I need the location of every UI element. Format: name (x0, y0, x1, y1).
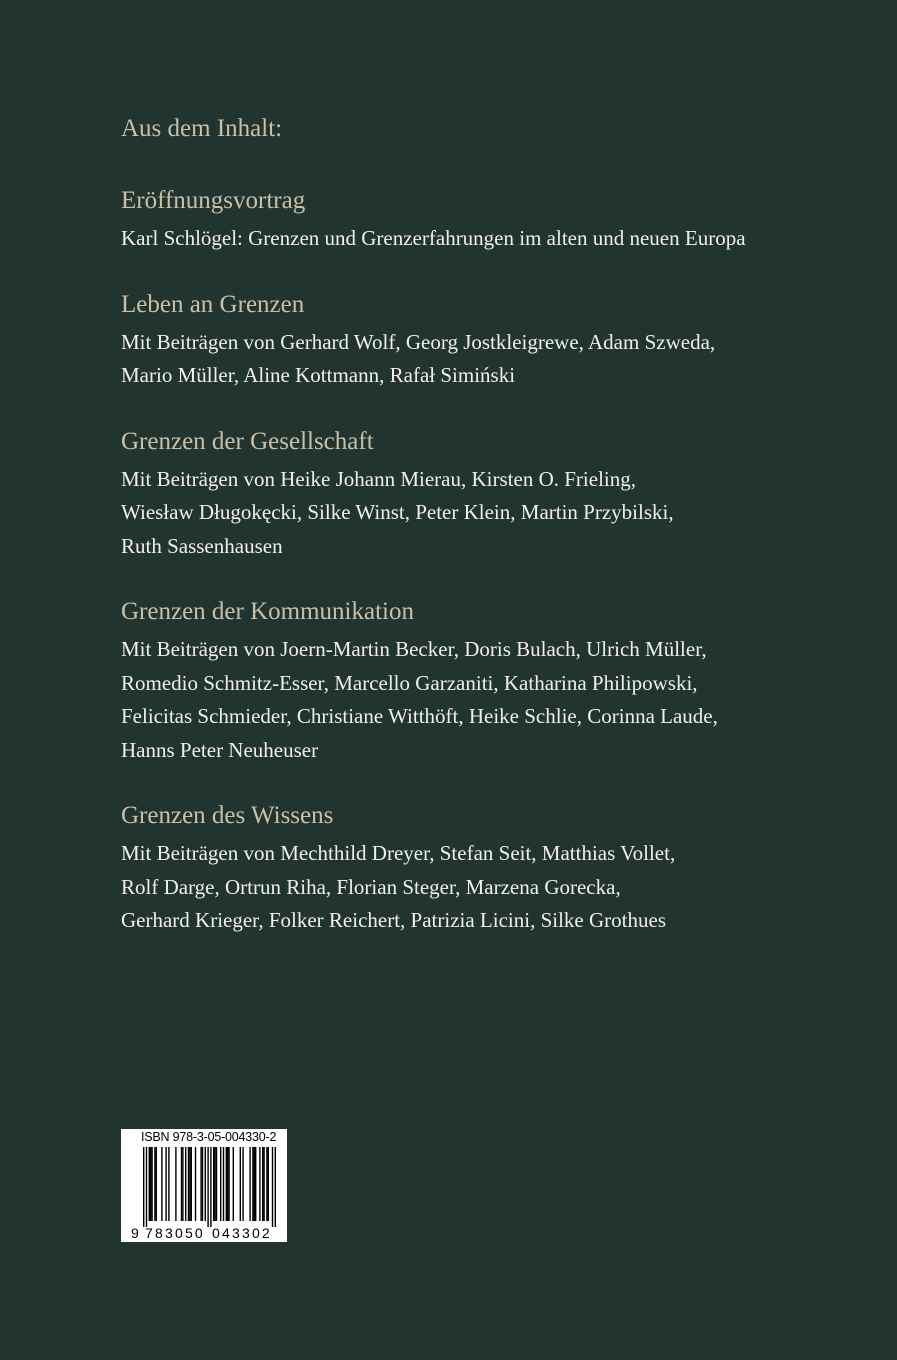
barcode-digits-right: 043302 (212, 1225, 272, 1240)
barcode-bar (151, 1147, 152, 1221)
barcode-bar (207, 1147, 208, 1227)
barcode-bar (146, 1147, 147, 1227)
barcode-bar (156, 1147, 157, 1221)
barcode-bars (143, 1147, 276, 1227)
barcode-bar (255, 1147, 256, 1221)
section-line: Mit Beiträgen von Gerhard Wolf, Georg Jostkleigrewe, Adam Szweda, (121, 329, 716, 354)
barcode-bar (275, 1147, 276, 1227)
isbn-barcode (121, 1129, 287, 1242)
barcode-bar (168, 1147, 169, 1221)
barcode-bar (195, 1147, 196, 1221)
section-line: Rolf Darge, Ortrun Riha, Florian Steger, Marzena Gorecka, (121, 874, 621, 899)
barcode-digits-left: 783050 (145, 1225, 205, 1240)
barcode-bar (262, 1147, 263, 1221)
barcode-bar (252, 1147, 253, 1221)
barcode-bar (227, 1147, 228, 1221)
barcode-bar (143, 1147, 144, 1227)
barcode-bar (189, 1147, 190, 1221)
barcode-bar (272, 1147, 273, 1227)
barcode-bar (191, 1147, 192, 1221)
barcode-bar (233, 1147, 234, 1221)
section-title: Grenzen des Wissens (121, 802, 334, 829)
barcode-bar (254, 1147, 255, 1221)
section-line: Mario Müller, Aline Kottmann, Rafał Simiński (121, 363, 516, 387)
section-title: Grenzen der Kommunikation (121, 598, 414, 625)
barcode-bar (150, 1147, 151, 1221)
barcode-bar (154, 1147, 155, 1221)
barcode-bar (188, 1147, 189, 1221)
section-grenzen-des-wissens (121, 799, 841, 938)
section-line: Felicitas Schmieder, Christiane Witthöft, Heike Schlie, Corinna Laude, (121, 704, 718, 728)
section-leben-an-grenzen (121, 288, 841, 393)
section-line: Romedio Schmitz-Esser, Marcello Garzaniti, Katharina Philipowski, (121, 670, 698, 695)
barcode-bar (200, 1147, 201, 1221)
barcode-bar (213, 1147, 214, 1221)
barcode-bar (185, 1147, 186, 1221)
barcode-bar (161, 1147, 162, 1221)
barcode-bar (214, 1147, 215, 1221)
section-line: Mit Beiträgen von Mechthild Dreyer, Stefan Seit, Matthias Vollet, (121, 841, 676, 865)
barcode-bar (259, 1147, 260, 1221)
section-title: Eröffnungsvortrag (121, 187, 306, 214)
section-line: Mit Beiträgen von Joern-Martin Becker, Doris Bulach, Ulrich Müller, (121, 637, 707, 661)
isbn-label: ISBN 978-3-05-004330-2 (141, 1130, 277, 1144)
barcode-bar (220, 1147, 221, 1221)
barcode-bar (149, 1147, 150, 1221)
table-of-contents (121, 112, 841, 970)
barcode-bar (242, 1147, 243, 1221)
barcode-bar (205, 1147, 206, 1221)
section-line: Karl Schlögel: Grenzen und Grenzerfahrungen im alten und neuen Europa (121, 226, 746, 250)
section-line: Wiesław Długokęcki, Silke Winst, Peter Klein, Martin Przybilski, (121, 500, 674, 524)
barcode-bar (226, 1147, 227, 1221)
barcode-bar (266, 1147, 267, 1221)
barcode-bar (175, 1147, 176, 1221)
section-line: Gerhard Krieger, Folker Reichert, Patrizia Licini, Silke Grothues (121, 908, 666, 932)
barcode-bar (249, 1147, 250, 1221)
barcode-bar (210, 1147, 211, 1227)
section-grenzen-der-gesellschaft (121, 425, 841, 564)
barcode-bar (263, 1147, 264, 1221)
barcode-digit-lead: 9 (131, 1225, 139, 1240)
barcode-bar (228, 1147, 229, 1221)
section-grenzen-der-kommunikation (121, 595, 841, 767)
section-eroeffnungsvortrag (121, 184, 841, 256)
barcode-bar (223, 1147, 224, 1221)
barcode-bar (216, 1147, 217, 1221)
barcode-bar (181, 1147, 182, 1221)
barcode-bar (202, 1147, 203, 1221)
intro-heading: Aus dem Inhalt: (121, 115, 283, 142)
section-line: Mit Beiträgen von Heike Johann Mierau, Kirsten O. Frieling, (121, 466, 636, 491)
barcode-bar (182, 1147, 183, 1221)
barcode-bar (240, 1147, 241, 1221)
section-line: Hanns Peter Neuheuser (121, 737, 319, 762)
section-line: Ruth Sassenhausen (121, 533, 283, 558)
barcode-bar (165, 1147, 166, 1221)
barcode-graphic (125, 1147, 283, 1240)
section-title: Leben an Grenzen (121, 290, 305, 318)
barcode-bar (268, 1147, 269, 1221)
section-title: Grenzen der Gesellschaft (121, 427, 374, 455)
